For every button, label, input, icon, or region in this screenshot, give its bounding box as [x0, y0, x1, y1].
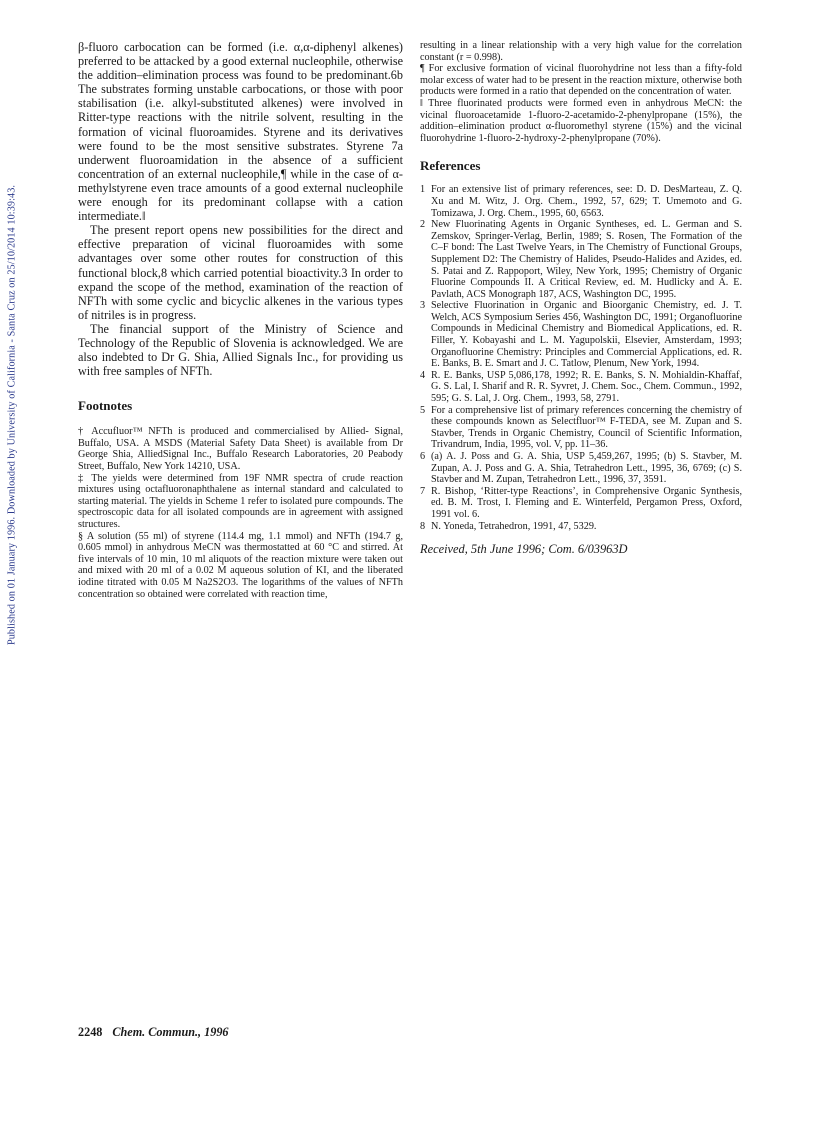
acknowledgement-paragraph: The financial support of the Ministry of Science and Technology of the Republic of Slovenia is acknowledged. We are also indebted to Dr G. Shia, Allied Signals Inc., for providing us with free samples of NFTh. — [78, 321, 403, 379]
reference-number: 3 — [420, 300, 426, 312]
footnote: ¶ For exclusive formation of vicinal fluorohydrine not less than a fifty-fold molar excess of water had to be present in the reaction mixture, otherwise both products were formed in a ratio that depended on the concentration of water. — [420, 63, 742, 98]
reference-number: 8 — [420, 520, 426, 532]
reference-number: 1 — [420, 184, 426, 196]
download-notice-sidebar — [0, 0, 24, 700]
footnote-continuation: resulting in a linear relationship with a very high value for the correlation constant (r = 0.998). — [420, 40, 742, 63]
reference-item — [420, 521, 742, 533]
reference-text: For an extensive list of primary references, see: D. D. DesMarteau, Z. Q. Xu and M. Witz, J. Org. Chem., 1992, 57, 629; T. Umemoto and G. Tomizawa, J. Org. Chem., 1995, 60, 6563. — [431, 184, 742, 219]
reference-item — [420, 300, 742, 370]
body-paragraph: β-fluoro carbocation can be formed (i.e. α,α-diphenyl alkenes) preferred to be attacked by a good external nucleophile, otherwise the addition–elimination process was found to be predominant.6b The substrates forming unstable carbocations, or those with poor stabilisation (i.e. alkyl-substituted alkenes) were involved in Ritter-type reactions with the nitrile solvent, resulting in the formation of vicinal fluoroamides. Styrene and its derivatives were found to be the most sensitive substrates. Styrene 7a underwent fluoroamidation in the absence of a sufficient concentration of an external nucleophile,¶ while in the case of α-methylstyrene even trace amounts of a good external nucleophile were enough for its predominant collapse with a cation intermediate.‖ — [78, 40, 403, 224]
download-notice-text: Published on 01 January 1996. Downloaded by University of California - Santa Cruz on 25/10/2014 10:39:43. — [6, 184, 18, 646]
right-column — [420, 40, 742, 557]
reference-item — [420, 405, 742, 451]
footnotes-heading: Footnotes — [78, 398, 133, 414]
reference-text: For a comprehensive list of primary references concerning the chemistry of these compounds known as Selectfluor™ F-TEDA, see M. Zupan and S. Stavber, Trends in Organic Chemistry, Council of Scientific Information, Trivandrum, India, 1995, vol. V, pp. 11–36. — [431, 404, 742, 451]
footnote: ‖ Three fluorinated products were formed even in anhydrous MeCN: the vicinal fluoroacetamide 1-fluoro-2-acetamido-2-phenylpropane (15%), the addition–elimination product α-fluoromethyl styrene (15%) and the vicinal fluorohydrine 1-fluoro-2-hydroxy-2-phenylpropane (70%). — [420, 97, 742, 144]
reference-item — [420, 184, 742, 219]
footnote: § A solution (55 ml) of styrene (114.4 mg, 1.1 mmol) and NFTh (194.7 g, 0.605 mmol) in anhydrous MeCN was thermostatted at 60 °C and stirred. At five intervals of 10 min, 10 ml aliquots of the reaction mixture were taken out and mixed with 20 ml of a 0.02 M aqueous solution of KI, and the liberated iodine titrated with 0.05 M Na2S2O3. The logarithms of the values of NFTh concentration so obtained were correlated with reaction time, — [78, 530, 403, 600]
body-paragraph: The present report opens new possibilities for the direct and effective preparation of vicinal fluoroamides with some advantages over some other routes for construction of this functional block,8 which carried potential bioactivity.3 In order to expand the scope of the method, examination of the reaction of NFTh with some cyclic and bicyclic alkenes in the various types of nitriles is in progress. — [78, 223, 403, 322]
references-heading: References — [420, 158, 481, 174]
reference-item — [420, 219, 742, 300]
reference-number: 5 — [420, 404, 426, 416]
reference-text: New Fluorinating Agents in Organic Syntheses, ed. L. German and S. Zemskov, Springer-Verlag, Berlin, 1989; S. Rosen, The Formation of the C–F bond: The Last Twelve Years, in The Chemistry of Functional Groups, Supplement D2: The Chemistry of Halides, Pseudo-Halides and Azides, ed. S. Patai and Z. Rappoport, Wiley, New York, 1995; Chemistry of Organic Fluorine Compounds II. A Critical Review, ed. M. Hudlicky and A. E. Pavlath, ACS Monograph 187, ACS, Washington DC, 1995. — [431, 219, 742, 300]
reference-item — [420, 370, 742, 405]
journal-name: Chem. Commun., 1996 — [112, 1025, 229, 1039]
received-line: Received, 5th June 1996; Com. 6/03963D — [420, 542, 628, 557]
page-number: 2248 — [78, 1025, 103, 1039]
footnote: ‡ The yields were determined from 19F NMR spectra of crude reaction mixtures using octafluoronaphthalene as internal standard and calculated to starting material. The yields in Scheme 1 refer to isolated pure compounds. The spectroscopic data for all isolated compounds are in agreement with assigned structures. — [78, 472, 403, 530]
reference-number: 6 — [420, 451, 426, 462]
references-list — [420, 184, 742, 532]
page-footer — [78, 1025, 229, 1040]
reference-number: 4 — [420, 369, 426, 381]
reference-text: Selective Fluorination in Organic and Bioorganic Chemistry, ed. J. T. Welch, ACS Symposium Series 456, Washington DC, 1991; Organofluorine Compounds in Medicinal Chemistry and Biomedical Applications, ed. R. Filler, Y. Kobayashi and L. M. Yagupolskii, Elsevier, Amsterdam, 1993; Organofluorine Chemistry: Principles and Commercial Applications, ed. R. E. Banks, B. E. Smart and J. C. Tatlow, Plenum, New York, 1994. — [431, 300, 742, 370]
footnote: † Accufluor™ NFTh is produced and commercialised by Allied- Signal, Buffalo, USA. A MSDS (Material Safety Data Sheet) is available from Dr George Shia, AlliedSignal Inc., Buffalo Research Laboratories, 20 Peabody Street, Buffalo, New York 14210, USA. — [78, 426, 403, 473]
reference-text: R. E. Banks, USP 5,086,178, 1992; R. E. Banks, S. N. Mohialdin-Khaffaf, G. S. Lal, I. Sharif and R. R. Syvret, J. Chem. Soc., Chem. Commun., 1992, 595; G. S. Lal, J. Org. Chem., 1993, 58, 2791. — [431, 369, 742, 405]
reference-text: N. Yoneda, Tetrahedron, 1991, 47, 5329. — [431, 520, 597, 532]
reference-item — [420, 486, 742, 521]
reference-number: 7 — [420, 485, 426, 497]
reference-text: (a) A. J. Poss and G. A. Shia, USP 5,459,267, 1995; (b) S. Stavber, M. Zupan, A. J. Poss and G. A. Shia, Tetrahedron Lett., 1995, 36, 6769; (c) S. Stavber and M. Zupan, Tetrahedron Lett., 1996, 37, 3591. — [431, 451, 742, 486]
reference-text: R. Bishop, ‘Ritter-type Reactions’, in Comprehensive Organic Synthesis, ed. B. M. Trost, I. Fleming and E. Winterfeld, Pergamon Press, Oxford, 1991 vol. 6. — [431, 485, 742, 520]
left-column — [78, 40, 403, 600]
reference-item — [420, 451, 742, 486]
reference-number: 2 — [420, 219, 426, 231]
